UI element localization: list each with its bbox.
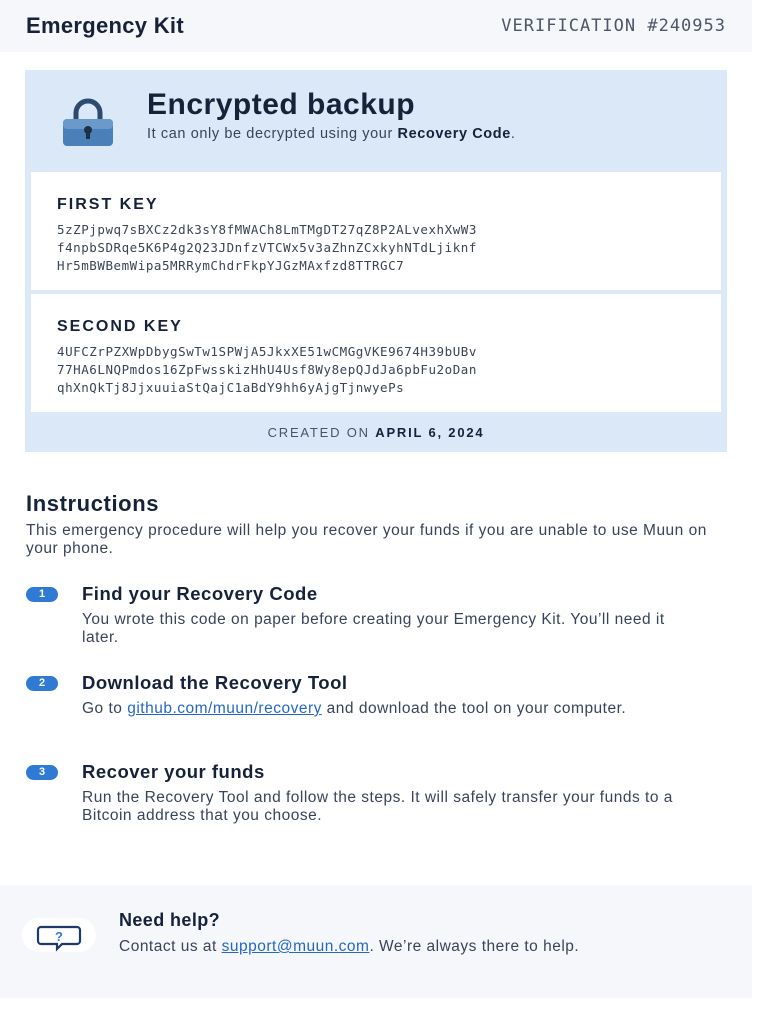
step-number-badge: 2	[26, 676, 58, 691]
help-text: . We’re always there to help.	[369, 938, 580, 955]
created-date-value: APRIL 6, 2024	[375, 425, 485, 440]
step-description: You wrote this code on paper before creating your Emergency Kit. You’ll need it later.	[82, 611, 665, 646]
verification-number: VERIFICATION #240953	[501, 16, 726, 36]
second-key-line: qhXnQkTj8JjxuuiaStQajC1aBdY9hh6yAjgTjnwyePs	[57, 380, 405, 395]
help-title: Need help?	[119, 910, 221, 930]
step-title: Recover your funds	[82, 761, 265, 782]
chat-question-glyph	[22, 918, 96, 952]
created-prefix: CREATED ON	[267, 425, 376, 440]
step-description-text: Go to	[82, 700, 128, 717]
svg-text:?: ?	[55, 929, 63, 944]
support-email-link[interactable]: support@muun.com	[221, 938, 370, 955]
backup-subtitle-end: .	[510, 126, 516, 142]
first-key-line: 5zZPjpwq7sBXCz2dk3sY8fMWACh8LmTMgDT27qZ8P2ALvexhXwW3	[57, 222, 477, 237]
step-description-text: and download the tool on your computer.	[321, 700, 627, 717]
kit-title: Emergency Kit	[26, 13, 184, 38]
second-key-label: SECOND KEY	[57, 318, 183, 335]
help-description	[119, 938, 719, 956]
chat-question-icon	[22, 918, 96, 952]
second-key-box	[31, 294, 721, 412]
backup-title: Encrypted backup	[147, 88, 416, 121]
step-title: Download the Recovery Tool	[82, 672, 348, 693]
first-key-line: f4npbSDRqe5K6P4g2Q23JDnfzVTCWx5v3aZhnZCxkyhNTdLjiknf	[57, 240, 477, 255]
lock-icon	[61, 98, 115, 148]
step-description: Run the Recovery Tool and follow the steps. It will safely transfer your funds to a Bitcoin address that you choose.	[82, 789, 673, 824]
kit-header	[0, 0, 752, 52]
backup-subtitle-text: It can only be decrypted using your	[147, 126, 398, 142]
first-key-line: Hr5mBWBemWipa5MRRymChdrFkpYJGzMAxfzd8TTRGC7	[57, 258, 405, 273]
help-text: Contact us at	[119, 938, 222, 955]
backup-subtitle	[147, 125, 667, 143]
backup-subtitle-emphasis: Recovery Code	[397, 126, 511, 142]
created-date	[25, 425, 727, 440]
recovery-tool-link[interactable]: github.com/muun/recovery	[127, 700, 322, 717]
step-title: Find your Recovery Code	[82, 583, 318, 604]
first-key-box	[31, 172, 721, 290]
instructions-title: Instructions	[26, 491, 160, 516]
encrypted-backup-section	[25, 70, 727, 452]
help-section	[0, 885, 752, 998]
step-description	[82, 700, 702, 718]
step-number-badge: 1	[26, 587, 58, 602]
first-key-label: FIRST KEY	[57, 196, 159, 213]
instructions-description: This emergency procedure will help you recover your funds if you are unable to use Muun on your phone.	[26, 522, 707, 557]
step-number-badge: 3	[26, 765, 58, 780]
second-key-line: 4UFCZrPZXWpDbygSwTw1SPWjA5JkxXE51wCMGgVKE9674H39bUBv	[57, 344, 477, 359]
second-key-line: 77HA6LNQPmdos16ZpFwsskizHhU4Usf8Wy8epQJdJa6pbFu2oDan	[57, 362, 477, 377]
